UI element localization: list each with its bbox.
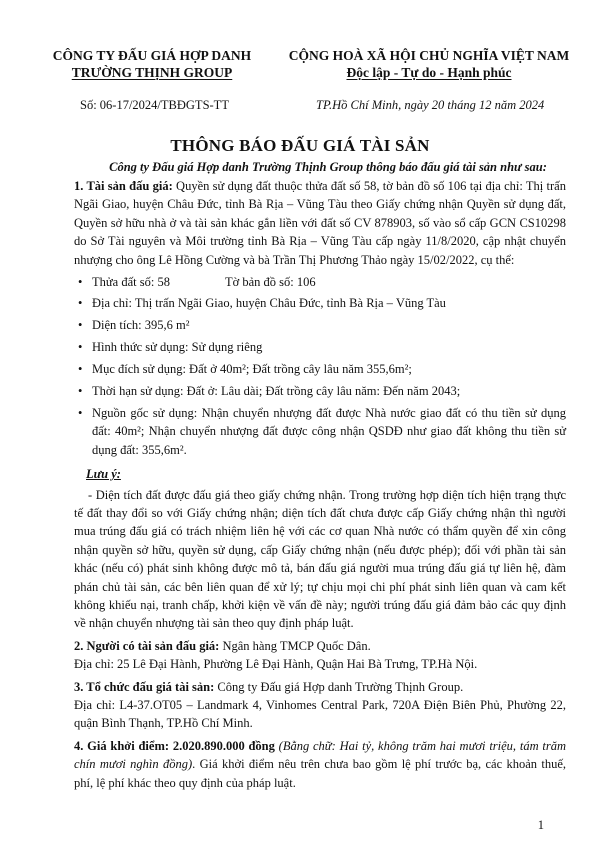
- list-item: • Thời hạn sử dụng: Đất ở: Lâu dài; Đất trồng cây lâu năm: Đến năm 2043;: [74, 382, 566, 400]
- national-header: [270, 47, 588, 81]
- section-2-name: Ngân hàng TMCP Quốc Dân.: [219, 638, 371, 653]
- page-number: 1: [537, 818, 544, 832]
- company-name-line1: CÔNG TY ĐẤU GIÁ HỢP DANH: [52, 48, 252, 63]
- document-title: THÔNG BÁO ĐẤU GIÁ TÀI SẢN: [170, 136, 430, 155]
- map-sheet-number: Tờ bản đồ số: 106: [224, 274, 316, 289]
- section-2-address: Địa chỉ: 25 Lê Đại Hành, Phường Lê Đại Hành, Quận Hai Bà Trưng, TP.Hà Nội.: [74, 657, 478, 672]
- list-item: • Mục đích sử dụng: Đất ở 40m²; Đất trồng cây lâu năm 355,6m²;: [74, 360, 566, 378]
- company-header: [42, 47, 262, 81]
- section-4-paragraph: [74, 737, 566, 792]
- section-4-rest: . Giá khởi điểm nêu trên chưa bao gồm lệ phí trước bạ, các khoản thuế, phí, lệ phí khác theo quy định của pháp luật.: [74, 757, 566, 790]
- section-4-label: 4. Giá khởi điểm: 2.020.890.000 đồng: [74, 738, 275, 753]
- section-3-name: Công ty Đấu giá Hợp danh Trường Thịnh Group.: [214, 679, 464, 694]
- note-label: Lưu ý:: [86, 467, 121, 482]
- intro-line: Công ty Đấu giá Hợp danh Trường Thịnh Group thông báo đấu giá tài sản như sau:: [109, 160, 547, 174]
- section-2-label: 2. Người có tài sản đấu giá:: [74, 638, 220, 653]
- plot-number: Thửa đất số: 58: [92, 274, 170, 289]
- section-1-label: 1. Tài sản đấu giá:: [74, 179, 173, 193]
- company-name-line2: TRƯỜNG THỊNH GROUP: [71, 65, 233, 80]
- list-item: • Hình thức sử dụng: Sử dụng riêng: [74, 338, 566, 356]
- place-date: TP.Hồ Chí Minh, ngày 20 tháng 12 năm 2024: [316, 98, 545, 112]
- section-3-address: Địa chỉ: L4-37.OT05 – Landmark 4, Vinhomes Central Park, 720A Điện Biên Phủ, Phường 22, quận Bình Thạnh, TP.Hồ Chí Minh.: [74, 698, 566, 731]
- list-item: [74, 273, 566, 291]
- section-2-paragraph: [74, 637, 566, 655]
- list-item: • Địa chỉ: Thị trấn Ngãi Giao, huyện Châu Đức, tỉnh Bà Rịa – Vũng Tàu: [74, 294, 566, 312]
- section-1-paragraph: [74, 177, 566, 269]
- section-4-words: (Bằng chữ: Hai tỷ, không trăm hai mươi triệu, tám trăm chín mươi nghìn đồng): [74, 738, 566, 772]
- list-item: • Nguồn gốc sử dụng: Nhận chuyển nhượng đất được Nhà nước giao đất có thu tiền sử dụng đất: 40m²; Nhận chuyển nhượng đất được công nhận QSDĐ như giao đất không thu tiền sử dụng đất: 355,6m².: [74, 404, 566, 459]
- document-body: [74, 177, 566, 792]
- section-1-text: Quyền sử dụng đất thuộc thửa đất số 58, tờ bản đồ số 106 tại địa chỉ: Thị trấn Ngãi Giao, huyện Châu Đức, tỉnh Bà Rịa – Vũng Tàu theo Giấy chứng nhận Quyền sử dụng đất, Quyền sở hữu nhà ở và tài sản khác gắn liền với đất số CV 878903, số vào sổ cấp GCN CS10298 do Sở Tài nguyên và Môi trường tỉnh Bà Rịa – Vũng Tàu cấp ngày 11/8/2020, cập nhật chuyển nhượng cho ông Lê Hồng Cường và bà Trần Thị Phương Thảo ngày 15/02/2022, cụ thể:: [74, 179, 566, 267]
- note-text: - Diện tích đất được đấu giá theo giấy chứng nhận. Trong trường hợp diện tích hiện trạng thực tế đất thay đổi so với Giấy chứng nhận; diện tích đất chưa được cấp Giấy chứng nhận thì người mua trúng đấu giá có trách nhiệm liên hệ với các cơ quan Nhà nước có thẩm quyền để xin công nhận quyền sở hữu, quyền sử dụng, cấp Giấy chứng nhận (nếu được phép); đối với phần tài sản khác (nếu có) phát sinh không được mô tả, bán đấu giá người mua trúng đấu giá tự liên hệ, đàm phán chủ tài sản, các bên liên quan để xử lý; tự chịu mọi chi phí phát sinh liên quan và cam kết không khiếu nại, tranh chấp, khởi kiện về vấn đề này; người trúng đấu giá đảm bảo các quy định về nhận chuyển nhượng tài sản theo quy định pháp luật.: [74, 487, 566, 631]
- document-number: Số: 06-17/2024/TBĐGTS-TT: [80, 98, 229, 112]
- section-3-label: 3. Tổ chức đấu giá tài sản:: [74, 679, 215, 694]
- republic-name: CỘNG HOÀ XÃ HỘI CHỦ NGHĨA VIỆT NAM: [288, 48, 570, 63]
- national-motto: Độc lập - Tự do - Hạnh phúc: [346, 65, 512, 80]
- list-item: • Diện tích: 395,6 m²: [74, 316, 566, 334]
- asset-details-list: [74, 273, 566, 460]
- section-3-paragraph: [74, 678, 566, 696]
